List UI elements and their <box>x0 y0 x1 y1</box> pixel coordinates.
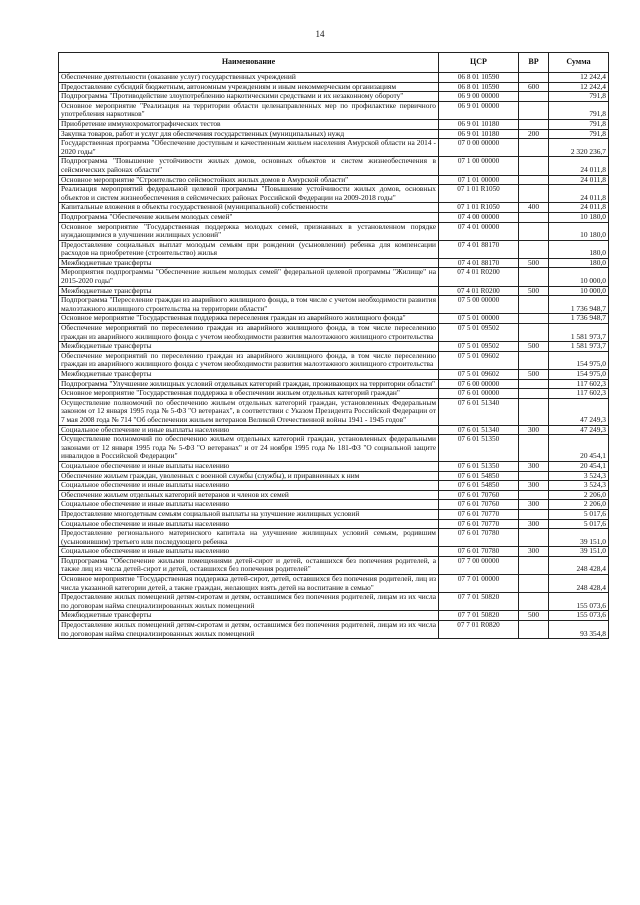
row-sum: 2 206,0 <box>549 500 609 510</box>
table-row <box>59 529 609 547</box>
row-vr <box>519 185 549 203</box>
row-sum: 1 581 973,7 <box>549 342 609 352</box>
row-name: Подпрограмма "Повышение устойчивости жилых домов, основных объектов и систем жизнеобеспечения в сейсмических районах области" <box>59 157 439 175</box>
table-row <box>59 139 609 157</box>
row-csr: 07 6 01 54850 <box>439 481 519 491</box>
row-csr: 07 5 01 09602 <box>439 370 519 380</box>
row-sum: 20 454,1 <box>549 435 609 462</box>
header-sum: Сумма <box>549 53 609 73</box>
row-csr: 07 1 01 R1050 <box>439 203 519 213</box>
table-row <box>59 324 609 342</box>
row-vr: 400 <box>519 203 549 213</box>
table-row <box>59 342 609 352</box>
row-name: Основное мероприятие "Реализация на территории области целенаправленных мер по профилактике первичного употребления наркотиков" <box>59 101 439 119</box>
row-csr: 07 4 01 R0200 <box>439 268 519 286</box>
row-csr: 06 8 01 10590 <box>439 82 519 92</box>
row-sum: 791,8 <box>549 119 609 129</box>
row-vr: 300 <box>519 461 549 471</box>
row-csr: 07 0 00 00000 <box>439 139 519 157</box>
header-name: Наименование <box>59 53 439 73</box>
row-vr <box>519 575 549 593</box>
page-number: 14 <box>315 29 325 39</box>
row-sum: 24 011,8 <box>549 203 609 213</box>
row-sum: 24 011,8 <box>549 157 609 175</box>
row-csr: 07 6 01 51350 <box>439 435 519 462</box>
table-row <box>59 185 609 203</box>
row-vr: 300 <box>519 519 549 529</box>
row-sum: 2 206,0 <box>549 490 609 500</box>
row-name: Подпрограмма "Противодействие злоупотреблению наркотическими средствами и их незаконному обороту" <box>59 92 439 102</box>
row-name: Подпрограмма "Обеспечение жилыми помещениями детей-сирот и детей, оставшихся без попечения родителей, а также лиц из числа детей-сирот и детей, оставшихся без попечения родителей" <box>59 556 439 574</box>
row-csr: 07 6 01 51340 <box>439 425 519 435</box>
row-sum: 117 602,3 <box>549 379 609 389</box>
table-row <box>59 398 609 425</box>
table-row <box>59 490 609 500</box>
row-vr <box>519 324 549 342</box>
row-name: Межбюджетные трансферты <box>59 258 439 268</box>
row-csr: 07 7 01 50820 <box>439 611 519 621</box>
row-sum: 5 017,6 <box>549 519 609 529</box>
table-row <box>59 129 609 139</box>
row-vr: 300 <box>519 500 549 510</box>
row-sum: 154 975,0 <box>549 370 609 380</box>
table-row <box>59 547 609 557</box>
row-csr: 07 6 01 70780 <box>439 547 519 557</box>
row-sum: 248 428,4 <box>549 556 609 574</box>
table-row <box>59 519 609 529</box>
row-csr: 07 1 00 00000 <box>439 157 519 175</box>
row-sum: 180,0 <box>549 240 609 258</box>
table-row <box>59 286 609 296</box>
row-vr <box>519 268 549 286</box>
row-vr: 500 <box>519 286 549 296</box>
row-name: Обеспечение жильем отдельных категорий ветеранов и членов их семей <box>59 490 439 500</box>
row-name: Подпрограмма "Обеспечение жильем молодых семей" <box>59 212 439 222</box>
table-row <box>59 258 609 268</box>
row-sum: 155 073,6 <box>549 593 609 611</box>
row-csr: 07 4 00 00000 <box>439 212 519 222</box>
row-name: Социальное обеспечение и иные выплаты населению <box>59 461 439 471</box>
row-sum: 154 975,0 <box>549 351 609 369</box>
row-name: Капитальные вложения в объекты государственной (муниципальной) собственности <box>59 203 439 213</box>
row-name: Основное мероприятие "Государственная поддержка переселения граждан из аварийного жилищного фонда" <box>59 314 439 324</box>
budget-table <box>58 52 609 639</box>
row-name: Социальное обеспечение и иные выплаты населению <box>59 500 439 510</box>
row-name: Предоставление социальных выплат молодым семьям при рождении (усыновлении) ребенка для компенсации расходов на приобретение (строительство) жилья <box>59 240 439 258</box>
row-csr: 07 6 01 54850 <box>439 471 519 481</box>
table-row <box>59 379 609 389</box>
header-vr: ВР <box>519 53 549 73</box>
table-row <box>59 425 609 435</box>
row-name: Социальное обеспечение и иные выплаты населению <box>59 425 439 435</box>
row-name: Предоставление жилых помещений детям-сиротам и детям, оставшимся без попечения родителей, лицам из их числа по договорам найма специализированных жилых помещений <box>59 621 439 639</box>
row-vr: 500 <box>519 611 549 621</box>
row-csr: 07 5 00 00000 <box>439 296 519 314</box>
row-csr: 07 5 01 09502 <box>439 324 519 342</box>
row-name: Основное мероприятие "Строительство сейсмостойких жилых домов в Амурской области" <box>59 175 439 185</box>
row-vr <box>519 529 549 547</box>
row-csr: 07 7 01 50820 <box>439 593 519 611</box>
row-name: Основное мероприятие "Государственная поддержка в обеспечении жильем отдельных категорий граждан" <box>59 389 439 399</box>
row-vr <box>519 314 549 324</box>
table-row <box>59 296 609 314</box>
row-vr <box>519 92 549 102</box>
row-sum: 39 151,0 <box>549 529 609 547</box>
row-vr <box>519 621 549 639</box>
table-row <box>59 268 609 286</box>
table-row <box>59 240 609 258</box>
row-csr: 07 4 01 00000 <box>439 222 519 240</box>
row-vr: 600 <box>519 82 549 92</box>
table-row <box>59 509 609 519</box>
table-header-row <box>59 53 609 73</box>
row-name: Подпрограмма "Улучшение жилищных условий отдельных категорий граждан, проживающих на территории области" <box>59 379 439 389</box>
row-name: Межбюджетные трансферты <box>59 611 439 621</box>
row-sum: 39 151,0 <box>549 547 609 557</box>
row-sum: 248 428,4 <box>549 575 609 593</box>
row-name: Социальное обеспечение и иные выплаты населению <box>59 547 439 557</box>
row-vr <box>519 398 549 425</box>
row-vr: 300 <box>519 425 549 435</box>
header-csr: ЦСР <box>439 53 519 73</box>
row-sum: 1 581 973,7 <box>549 324 609 342</box>
row-sum: 791,8 <box>549 92 609 102</box>
row-sum: 24 011,8 <box>549 185 609 203</box>
row-vr <box>519 509 549 519</box>
row-name: Основное мероприятие "Государственная поддержка детей-сирот, детей, оставшихся без попечения родителей, лиц из числа указанной категории детей, а также граждан, желающих взять детей на воспитание в семью" <box>59 575 439 593</box>
row-name: Обеспечение жильем граждан, уволенных с военной службы (службы), и приравненных к ним <box>59 471 439 481</box>
row-name: Мероприятия подпрограммы "Обеспечение жильем молодых семей" федеральной целевой программы "Жилище" на 2015-2020 годы" <box>59 268 439 286</box>
row-sum: 10 000,0 <box>549 268 609 286</box>
row-vr <box>519 490 549 500</box>
row-vr <box>519 379 549 389</box>
row-csr: 06 8 01 10590 <box>439 73 519 83</box>
row-csr: 07 5 01 09502 <box>439 342 519 352</box>
row-csr: 06 9 01 00000 <box>439 101 519 119</box>
row-name: Обеспечение деятельности (оказание услуг) государственных учреждений <box>59 73 439 83</box>
row-sum: 3 524,3 <box>549 471 609 481</box>
row-sum: 2 320 236,7 <box>549 139 609 157</box>
row-name: Обеспечение мероприятий по переселению граждан из аварийного жилищного фонда, в том числе переселению граждан из аварийного жилищного фонда с учетом необходимости развития малоэтажного жилищного строительства <box>59 324 439 342</box>
row-sum: 47 249,3 <box>549 398 609 425</box>
row-vr <box>519 296 549 314</box>
row-name: Основное мероприятие "Государственная поддержка молодых семей, признанных в установленном порядке нуждающимися в улучшении жилищных условий" <box>59 222 439 240</box>
row-sum: 791,8 <box>549 101 609 119</box>
row-name: Подпрограмма "Переселение граждан из аварийного жилищного фонда, в том числе с учетом необходимости развития малоэтажного жилищного строительства на территории области" <box>59 296 439 314</box>
row-name: Предоставление регионального материнского капитала на улучшение жилищных условий семьям, родившим (усыновившим) третьего или последующего ребенка <box>59 529 439 547</box>
row-vr <box>519 389 549 399</box>
table-row <box>59 222 609 240</box>
row-sum: 155 073,6 <box>549 611 609 621</box>
row-csr: 07 6 00 00000 <box>439 379 519 389</box>
row-sum: 10 180,0 <box>549 222 609 240</box>
row-vr <box>519 222 549 240</box>
row-csr: 06 9 00 00000 <box>439 92 519 102</box>
table-row <box>59 556 609 574</box>
row-vr <box>519 119 549 129</box>
row-vr <box>519 593 549 611</box>
table-row <box>59 203 609 213</box>
row-name: Государственная программа "Обеспечение доступным и качественным жильем населения Амурской области на 2014 - 2020 годы" <box>59 139 439 157</box>
row-name: Социальное обеспечение и иные выплаты населению <box>59 519 439 529</box>
row-name: Межбюджетные трансферты <box>59 370 439 380</box>
row-csr: 06 9 01 10180 <box>439 119 519 129</box>
row-name: Социальное обеспечение и иные выплаты населению <box>59 481 439 491</box>
row-sum: 180,0 <box>549 258 609 268</box>
table-row <box>59 481 609 491</box>
row-sum: 1 736 948,7 <box>549 314 609 324</box>
row-csr: 07 1 01 R1050 <box>439 185 519 203</box>
table-row <box>59 119 609 129</box>
row-csr: 07 4 01 R0200 <box>439 286 519 296</box>
row-name: Предоставление жилых помещений детям-сиротам и детям, оставшимся без попечения родителей, лицам из их числа по договорам найма специализированных жилых помещений <box>59 593 439 611</box>
row-sum: 93 354,8 <box>549 621 609 639</box>
table-row <box>59 611 609 621</box>
row-vr <box>519 556 549 574</box>
row-vr <box>519 471 549 481</box>
row-vr <box>519 351 549 369</box>
table-row <box>59 157 609 175</box>
row-name: Осуществление полномочий по обеспечению жильем отдельных категорий граждан, установленных Федеральным законом от 12 января 1995 года № 5-ФЗ "О ветеранах", в соответствии с Указом Президента Российской Федерации от 7 мая 2008 года № 714 "Об обеспечении жильем ветеранов Великой Отечественной войны 1941 - 1945 годов" <box>59 398 439 425</box>
row-vr: 200 <box>519 129 549 139</box>
row-vr: 500 <box>519 258 549 268</box>
row-sum: 12 242,4 <box>549 82 609 92</box>
row-vr <box>519 73 549 83</box>
row-sum: 791,8 <box>549 129 609 139</box>
row-name: Межбюджетные трансферты <box>59 342 439 352</box>
row-vr <box>519 435 549 462</box>
table-body <box>59 73 609 639</box>
row-csr: 07 6 01 70770 <box>439 519 519 529</box>
row-csr: 07 6 01 70770 <box>439 509 519 519</box>
table-row <box>59 435 609 462</box>
row-vr: 300 <box>519 481 549 491</box>
row-name: Реализация мероприятий федеральной целевой программы "Повышение устойчивости жилых домов, основных объектов и систем жизнеобеспечения в сейсмических районах Российской Федерации на 2009-2018 годы" <box>59 185 439 203</box>
row-csr: 07 6 01 70760 <box>439 490 519 500</box>
row-csr: 07 4 01 88170 <box>439 240 519 258</box>
row-name: Закупка товаров, работ и услуг для обеспечения государственных (муниципальных) нужд <box>59 129 439 139</box>
row-name: Обеспечение мероприятий по переселению граждан из аварийного жилищного фонда, в том числе переселению граждан из аварийного жилищного фонда с учетом необходимости развития малоэтажного жилищного строительства <box>59 351 439 369</box>
row-name: Предоставление субсидий бюджетным, автономным учреждениям и иным некоммерческим организациям <box>59 82 439 92</box>
table-row <box>59 73 609 83</box>
row-csr: 07 6 01 51340 <box>439 398 519 425</box>
table-row <box>59 212 609 222</box>
row-vr: 500 <box>519 370 549 380</box>
table-row <box>59 351 609 369</box>
row-vr <box>519 139 549 157</box>
row-sum: 10 180,0 <box>549 212 609 222</box>
row-vr: 500 <box>519 342 549 352</box>
row-csr: 07 5 01 00000 <box>439 314 519 324</box>
row-vr: 300 <box>519 547 549 557</box>
table-row <box>59 500 609 510</box>
row-sum: 5 017,6 <box>549 509 609 519</box>
table-row <box>59 175 609 185</box>
row-sum: 1 736 948,7 <box>549 296 609 314</box>
row-vr <box>519 157 549 175</box>
row-sum: 3 524,3 <box>549 481 609 491</box>
row-name: Осуществление полномочий по обеспечению жильем отдельных категорий граждан, установленных федеральными законами от 12 января 1995 года № 5-ФЗ "О ветеранах" и от 24 ноября 1995 года № 181-ФЗ "О социальной защите инвалидов в Российской Федерации" <box>59 435 439 462</box>
row-csr: 07 6 01 70780 <box>439 529 519 547</box>
row-sum: 117 602,3 <box>549 389 609 399</box>
table-row <box>59 314 609 324</box>
row-csr: 07 1 01 00000 <box>439 175 519 185</box>
row-csr: 07 4 01 88170 <box>439 258 519 268</box>
table-row <box>59 370 609 380</box>
table-row <box>59 101 609 119</box>
row-sum: 10 000,0 <box>549 286 609 296</box>
row-csr: 07 5 01 09602 <box>439 351 519 369</box>
row-csr: 06 9 01 10180 <box>439 129 519 139</box>
table-row <box>59 575 609 593</box>
table-row <box>59 461 609 471</box>
row-name: Приобретение иммунохроматографических тестов <box>59 119 439 129</box>
row-vr <box>519 101 549 119</box>
table-row <box>59 621 609 639</box>
row-csr: 07 6 01 70760 <box>439 500 519 510</box>
row-csr: 07 6 01 51350 <box>439 461 519 471</box>
row-csr: 07 7 00 00000 <box>439 556 519 574</box>
row-name: Межбюджетные трансферты <box>59 286 439 296</box>
table-row <box>59 82 609 92</box>
row-csr: 07 6 01 00000 <box>439 389 519 399</box>
table-row <box>59 471 609 481</box>
table-row <box>59 389 609 399</box>
table-row <box>59 593 609 611</box>
row-csr: 07 7 01 00000 <box>439 575 519 593</box>
row-sum: 47 249,3 <box>549 425 609 435</box>
row-vr <box>519 175 549 185</box>
row-name: Предоставление многодетным семьям социальной выплаты на улучшение жилищных условий <box>59 509 439 519</box>
row-vr <box>519 240 549 258</box>
row-sum: 20 454,1 <box>549 461 609 471</box>
row-sum: 24 011,8 <box>549 175 609 185</box>
row-csr: 07 7 01 R0820 <box>439 621 519 639</box>
table-row <box>59 92 609 102</box>
row-vr <box>519 212 549 222</box>
row-sum: 12 242,4 <box>549 73 609 83</box>
